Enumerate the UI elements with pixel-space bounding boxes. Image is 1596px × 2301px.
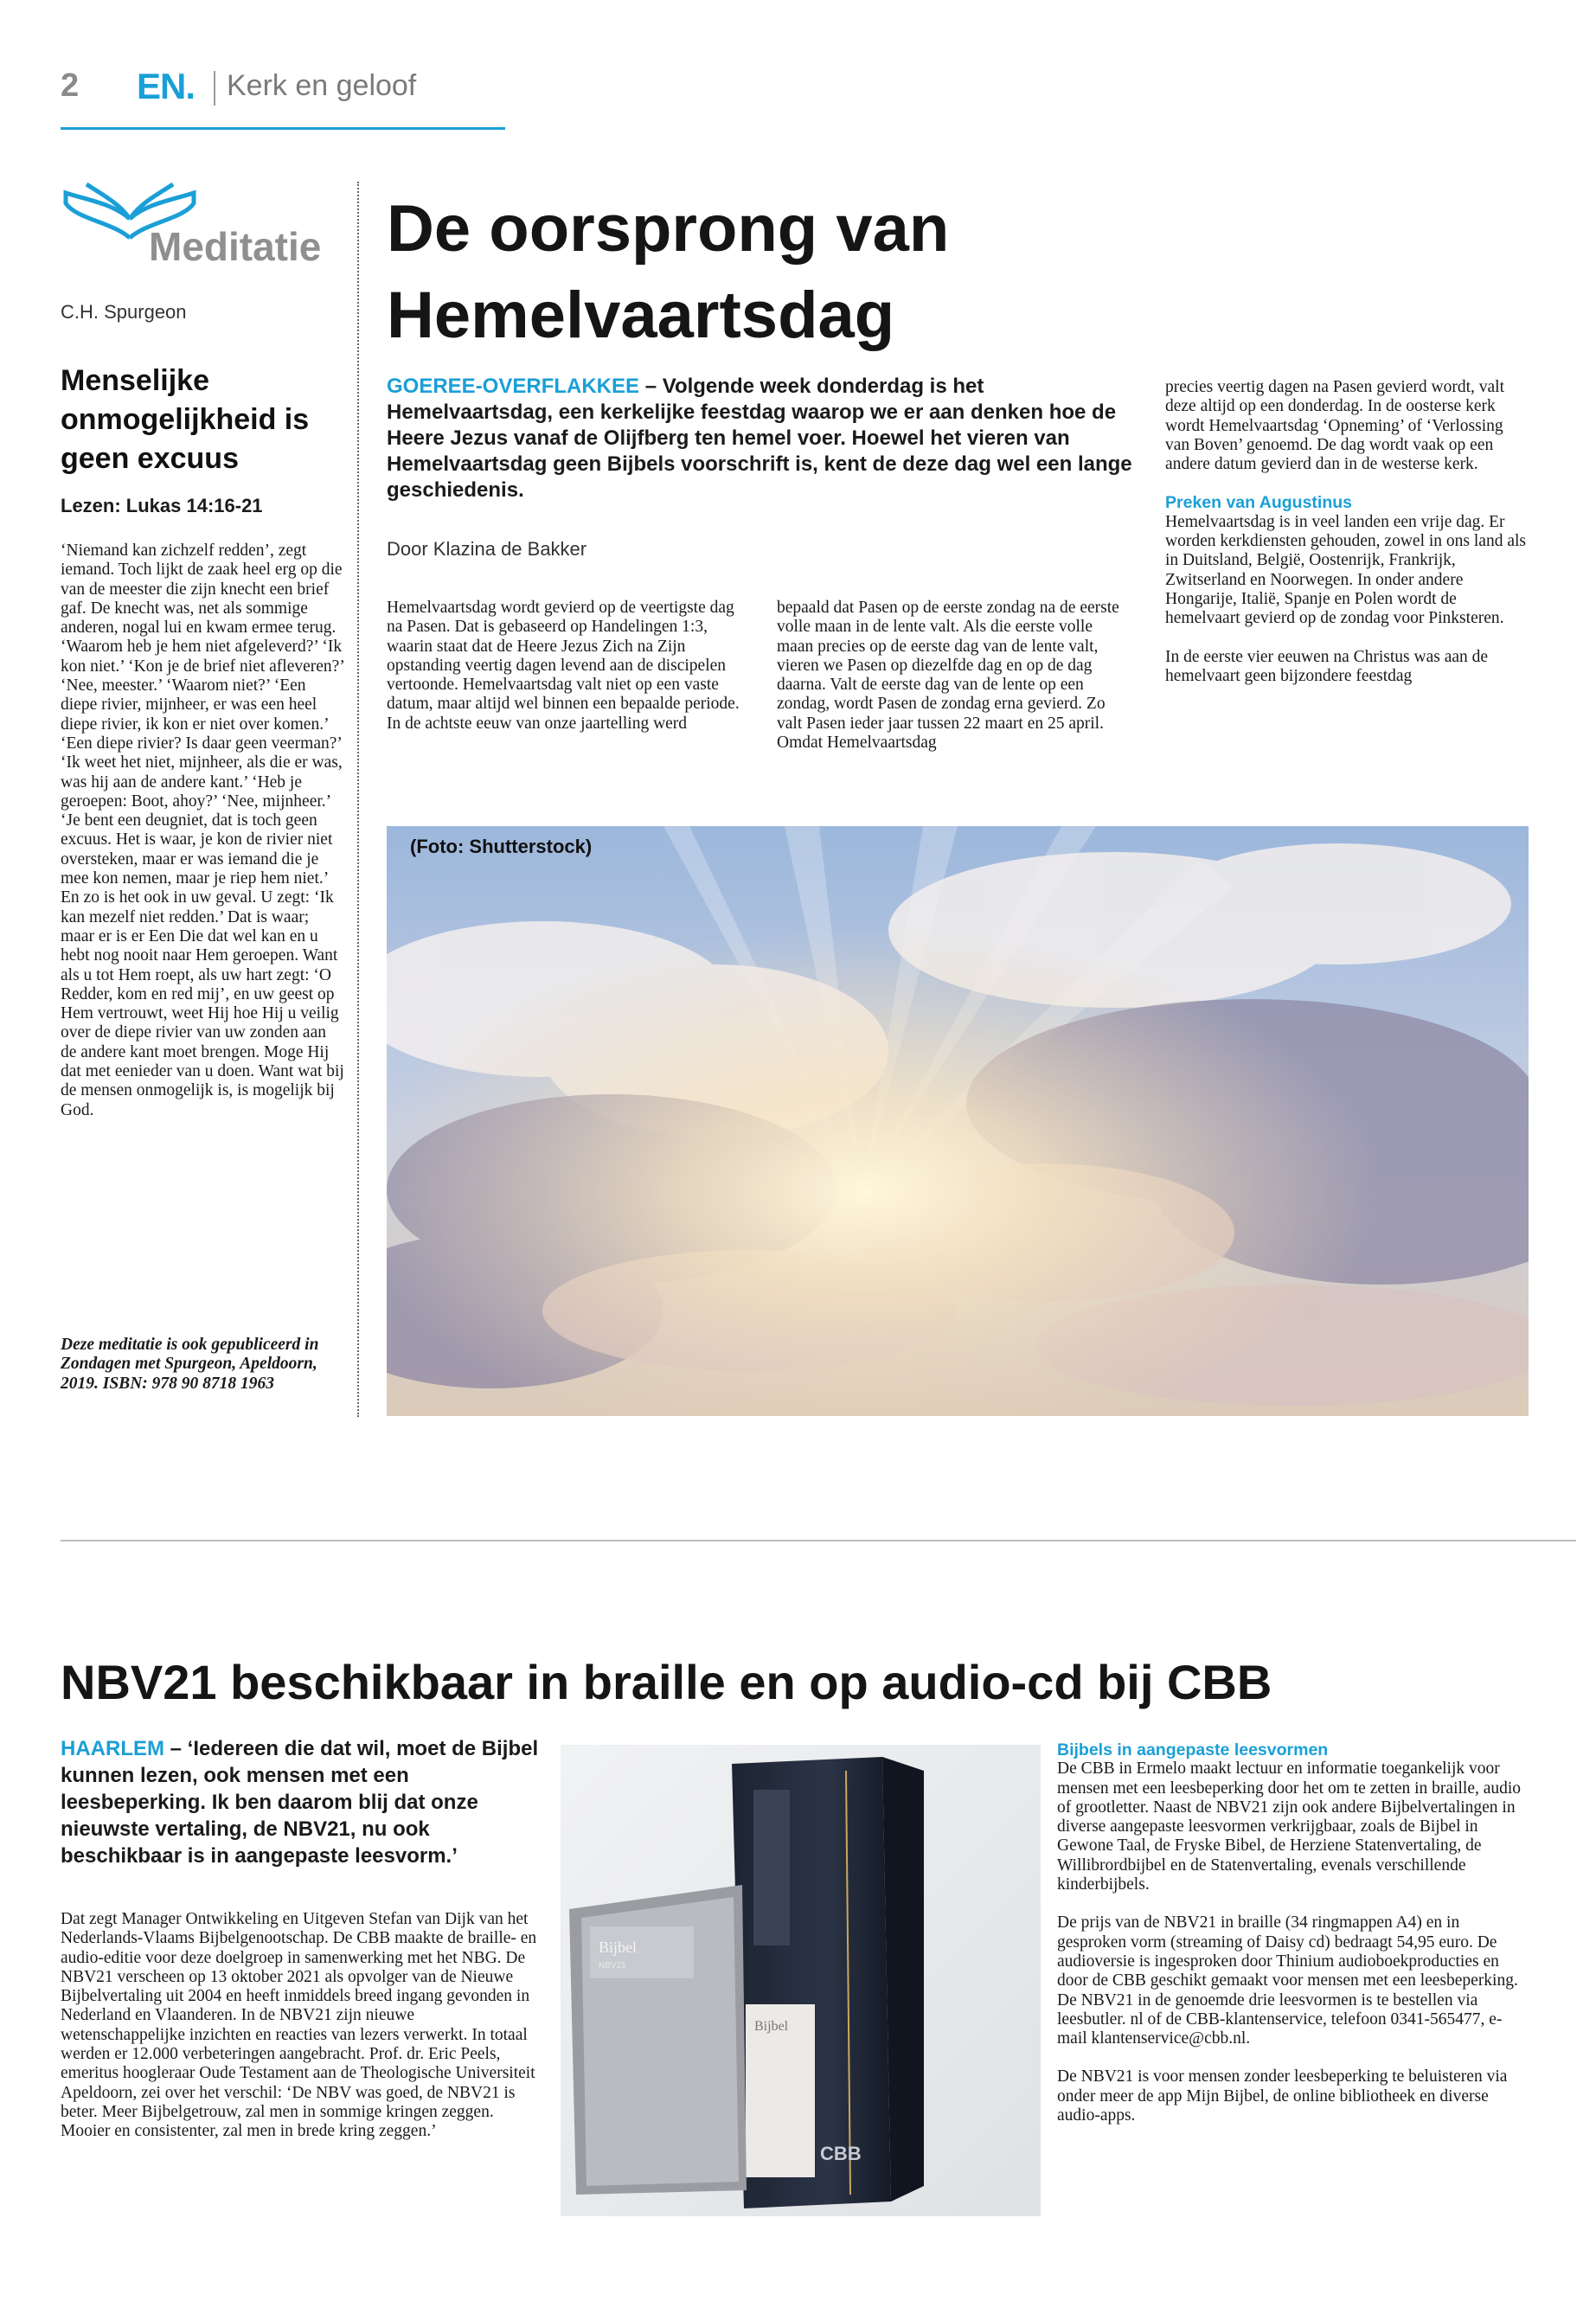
col3-paragraph-1: precies veertig dagen na Pasen gevierd wordt, valt deze altijd op een donderdag. In de oosterse kerk wordt Hemelvaartsdag ‘Opneming’ of ‘Verlossing van Boven’ genoemd. De dag wordt vaak op een andere datum gevierd dan in de westerse kerk.	[1165, 378, 1505, 474]
sky-photo	[387, 826, 1529, 1416]
binder-logo: CBB	[820, 2143, 862, 2164]
lead-location: GOEREE-OVERFLAKKEE	[387, 375, 640, 398]
article2-col3-paragraph-3[interactable]: De NBV21 is voor mensen zonder leesbeperking te beluisteren via onder meer de app Mijn Bijbel, de online bibliotheek en diverse audio-apps.	[1057, 2067, 1508, 2125]
article2-lead-location: HAARLEM	[61, 1737, 164, 1760]
column-divider	[357, 182, 359, 1417]
header-rule	[61, 127, 505, 130]
small-book-sub: NBV21	[599, 1961, 626, 1971]
article2-lead-text: – ‘Iedereen die dat wil, moet de Bijbel kunnen lezen, ook mensen met een leesbeperking. Ik ben daarom blij dat onze nieuwste vertaling, de NBV21, nu ook beschikbaar is in aangepaste leesvorm.’	[61, 1737, 539, 1868]
bible-photo	[561, 1745, 1041, 2216]
col3-paragraph-2: Hemelvaartsdag is in veel landen een vrije dag. Er worden kerkdiensten gehouden, zowel in ons land als in Duitsland, België, Oostenrijk, Frankrijk, Zwitserland en Noorwegen. In onder andere Hongarije, Italië, Spanje en Polen wordt de hemelvaart gevierd op de zondag voor Pinksteren.	[1165, 512, 1526, 628]
newspaper-logo[interactable]: EN.	[137, 66, 195, 106]
section-rule	[61, 1540, 1576, 1541]
col3-subhead: Preken van Augustinus	[1165, 493, 1352, 513]
small-book-title: Bijbel	[599, 1939, 637, 1956]
photo-credit: (Foto: Shutterstock)	[410, 836, 593, 857]
meditation-label: Meditatie	[149, 224, 322, 269]
meditation-note: Deze meditatie is ook gepubliceerd in Zondagen met Spurgeon, Apeldoorn, 2019. ISBN: 978 90 8718 1963	[61, 1336, 319, 1393]
article-column-2: bepaald dat Pasen op de eerste zondag na de eerste volle maan in de lente valt. Als die eerste volle maan precies op de eerste dag van de lente valt, vieren we Pasen op diezelfde dag en op de dag daarna. Valt de eerste dag van de lente op een zondag, wordt Pasen de zondag erna gevierd. Zo valt Pasen ieder jaar tussen 22 maart en 25 april. Omdat Hemelvaartsdag	[777, 599, 1119, 753]
article2-column-3	[1057, 1740, 1524, 2125]
article2-col3-paragraph-1: De CBB in Ermelo maakt lectuur en informatie toegankelijk voor mensen met een leesbeperking door het om te zetten in braille, audio of grootletter. Naast de NBV21 zijn ook andere Bijbelvertalingen in diverse aangepaste leesvormen verkrijgbaar, zoals de Bijbel in Gewone Taal, de Fryske Bibel, de Herziene Statenvertaling, de Willibrordbijbel en de Statenvertaling, evenals verschillende kinderbijbels.	[1057, 1759, 1522, 1894]
meditation-body: ‘Niemand kan zichzelf redden’, zegt iemand. Toch lijkt de zaak heel erg op die van de meester die zijn knecht een brief gaf. De knecht was, net als sommige anderen, nogal lui en kwam ermee terug. ‘Waarom heb je hem niet afgeleverd?’ ‘Ik kon niet.’ ‘Kon je de brief niet afleveren?’ ‘Nee, meester.’ ‘Waarom niet?’ ‘Een diepe rivier, mijnheer, er was een heel diepe rivier, ik kon er niet over komen.’ ‘Een diepe rivier? Is daar geen veerman?’ ‘Ik weet het niet, mijnheer, als die er was, was hij aan de andere kant.’ ‘Heb je geroepen: Boot, ahoy?’ ‘Nee, mijnheer.’ ‘Je bent een deugniet, dat is toch geen excuus. Het is waar, je kon de rivier niet oversteken, maar er was iemand die je mee kon nemen, maar je riep hem niet.’ En zo is het ook in uw geval. U zegt: ‘Ik kan mezelf niet redden.’ Dat is waar; maar er is er Een Die dat wel kan en u hebt nog nooit naar Hem geroepen. Want als u tot Hem roept, als uw hart zegt: ‘O Redder, kom en red mij’, en uw geest op Hem vertrouwt, weet Hij hoe Hij u veilig over de diepe rivier van uw zonden aan de andere kant moet brengen. Moge Hij dat met eenieder van u doen. Want wat bij de mensen onmogelijk is, is mogelijk bij God.	[61, 542, 344, 1119]
article-column-1: Hemelvaartsdag wordt gevierd op de veertigste dag na Pasen. Dat is gebaseerd op Handelingen 1:3, waarin staat dat de Heere Jezus Zich na Zijn opstanding veertig dagen levend aan de discipelen vertoonde. Hemelvaartsdag valt niet op een vaste datum, maar altijd wel binnen een bepaalde periode. In de achtste eeuw van onze jaartelling werd	[387, 599, 740, 733]
article-title: De oorsprong van Hemelvaartsdag	[387, 192, 950, 352]
lead-text: – Volgende week donderdag is het Hemelvaartsdag, een kerkelijke feestdag waarop we er aan denken hoe de Heere Jezus vanaf de Olijfberg ten hemel voer. Hoewel het vieren van Hemelvaartsdag geen Bijbels voorschrift is, kent de deze dag wel een lange geschiedenis.	[387, 375, 1132, 502]
header-separator	[214, 71, 215, 106]
byline: Door Klazina de Bakker	[387, 538, 587, 560]
page-number: 2	[61, 67, 80, 104]
article2-col3-paragraph-2: De prijs van de NBV21 in braille (34 ringmappen A4) en in gesproken vorm (streaming of Daisy cd) bedraagt 54,95 euro. De audioversie is ingesproken door Thinium audioboekproducties en door de CBB geschikt gemaakt voor mensen met een leesbeperking. De NBV21 in de genoemde drie leesvormen is te bestellen via leesbutler. nl of de CBB-klantenservice, telefoon 0341-565477, e-mail klantenservice@cbb.nl.	[1057, 1913, 1518, 2048]
col3-paragraph-3: In de eerste vier eeuwen na Christus was aan de hemelvaart geen bijzondere feestdag	[1165, 647, 1489, 685]
article-lead	[387, 374, 1148, 503]
article2-title: NBV21 beschikbaar in braille en op audio-cd bij CBB	[61, 1655, 1272, 1709]
article-column-3	[1165, 378, 1529, 686]
meditation-reading: Lezen: Lukas 14:16-21	[61, 495, 263, 516]
article2-column-1: Dat zegt Manager Ontwikkeling en Uitgeven Stefan van Dijk van het Nederlands-Vlaams Bijbelgenootschap. De CBB maakte de braille- en audio-editie voor deze doelgroep in samenwerking met het NBG. De NBV21 verscheen op 13 oktober 2021 als opvolger van de Nieuwe Bijbelvertaling uit 2004 en heeft inmiddels breed ingang gevonden in Nederland en Vlaanderen. In de NBV21 zijn nieuwe wetenschappelijke inzichten en reacties van lezers verwerkt. In totaal werden er 12.000 verbeteringen aangebracht. Prof. dr. Eric Peels, emeritus hoogleraar Oude Testament aan de Theologische Universiteit Apeldoorn, zei over het verschil: ‘De NBV was goed, de NBV21 is beter. Meer Bijbelgetrouw, zal men in sommige kringen zeggen. Mooier en consistenter, zal men in brede kring zeggen.’	[61, 1910, 537, 2141]
article2-lead	[61, 1735, 545, 1869]
section-title: Kerk en geloof	[227, 69, 417, 102]
meditation-heading: Menselijke onmogelijkheid is geen excuus	[61, 364, 310, 475]
meditation-author: C.H. Spurgeon	[61, 301, 187, 323]
binder-title: Bijbel	[754, 2019, 789, 2034]
article2-subhead: Bijbels in aangepaste leesvormen	[1057, 1740, 1329, 1759]
